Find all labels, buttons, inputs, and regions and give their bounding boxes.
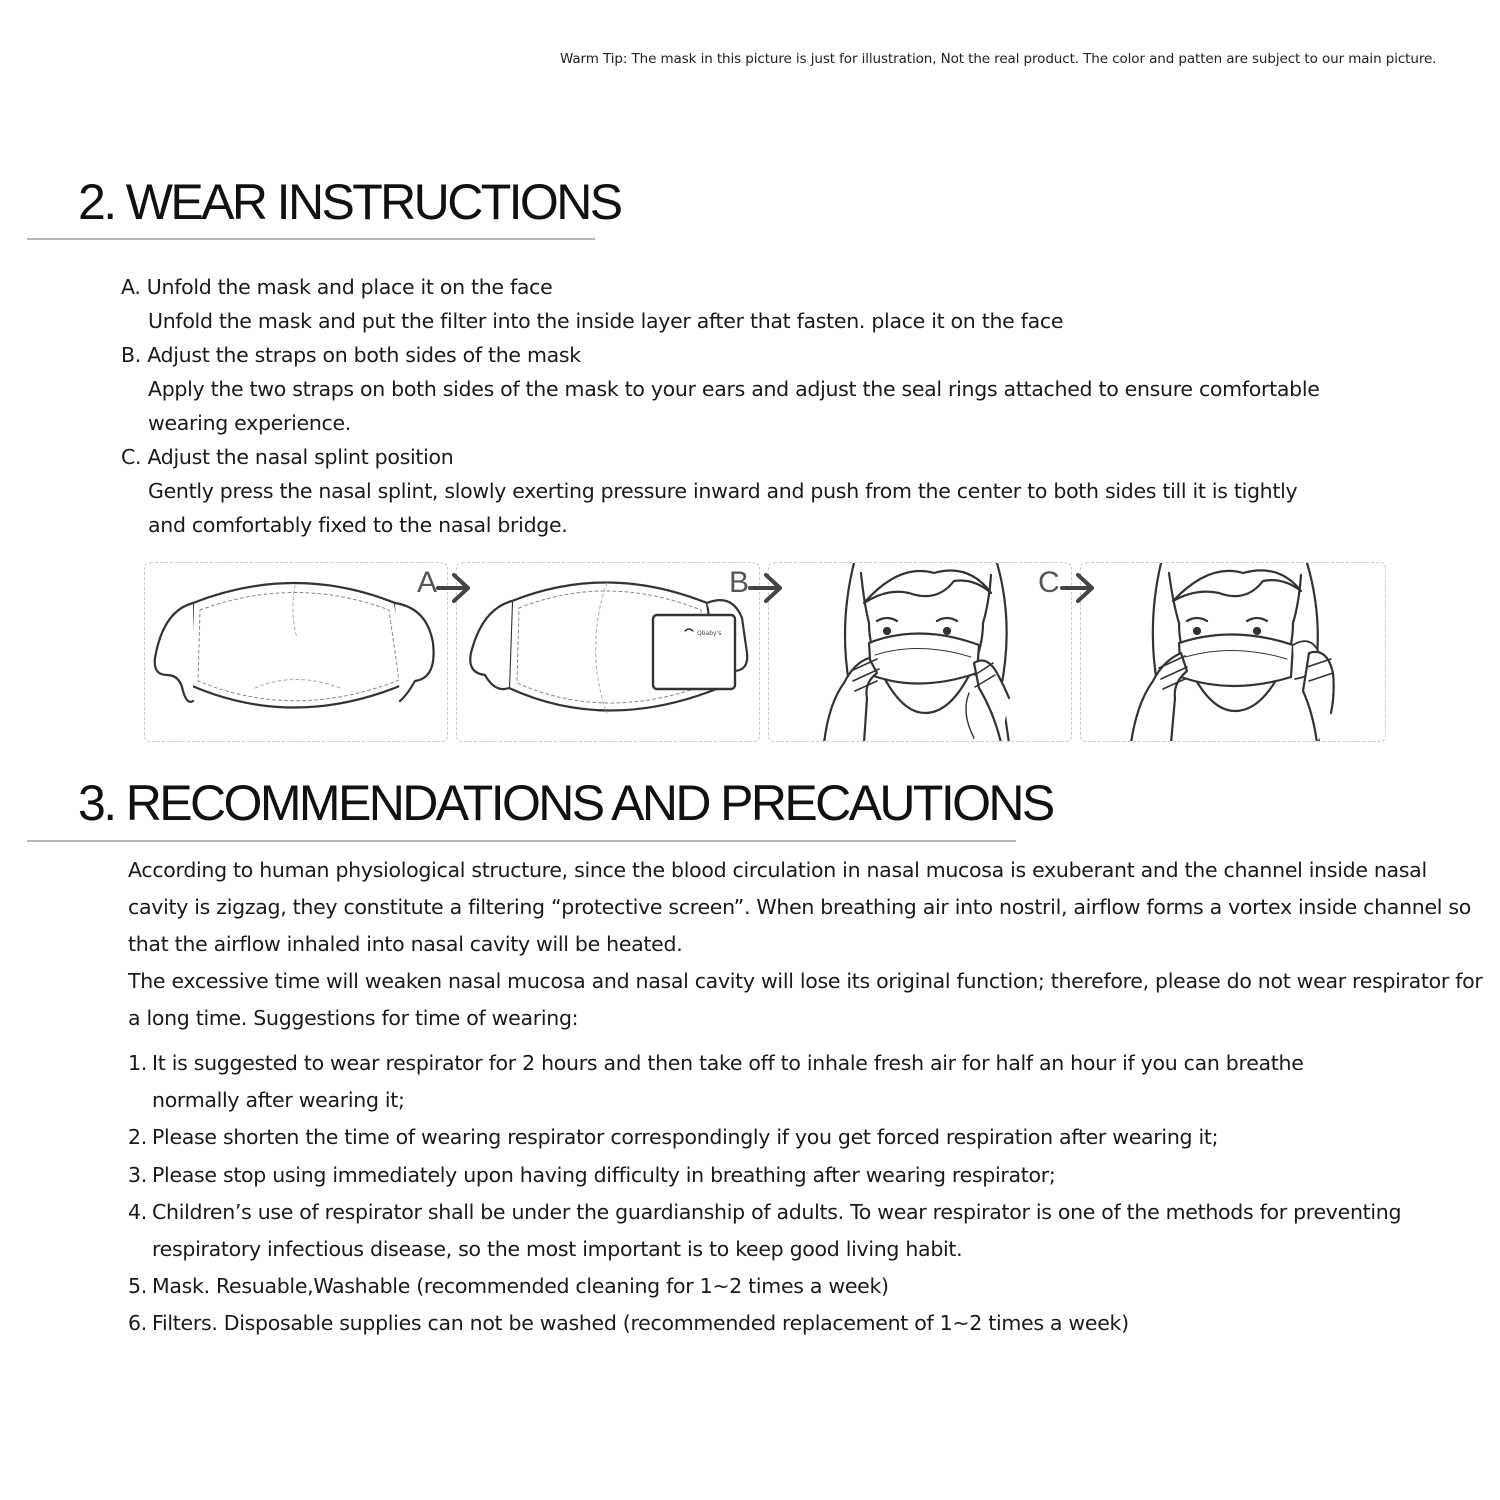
panel-place-on-face <box>768 562 1072 742</box>
panel-adjust-nasal-splint <box>1080 562 1386 742</box>
step-a-desc: Unfold the mask and put the filter into the inside layer after that fasten. place it on the face <box>148 309 1064 333</box>
list-item-number: 1. <box>128 1051 147 1075</box>
figure-label-a: A <box>417 566 438 599</box>
intro-paragraph-1: According to human physiological structure, since the blood circulation in nasal mucosa is exuberant and the channel inside nasal cavity is zigzag, they constitute a filtering “protective screen”. When breathing air into nostril, airflow forms a vortex inside channel so that the airflow inhaled into nasal cavity will be heated. <box>128 858 1472 956</box>
wear-instructions-rule <box>27 238 595 240</box>
unfolded-mask-illustration <box>145 563 447 741</box>
panel-mask-with-filter <box>456 562 760 742</box>
adjust-nasal-splint-illustration <box>1081 563 1385 741</box>
step-b-title: B. Adjust the straps on both sides of the mask <box>121 343 581 367</box>
warm-tip: Warm Tip: The mask in this picture is just for illustration, Not the real product. The color and patten are subject to our main picture. <box>560 51 1437 67</box>
wearing-suggestions-list <box>128 1045 1401 1343</box>
list-item <box>128 1194 1401 1268</box>
list-item-text: Children’s use of respirator shall be under the guardianship of adults. To wear respirator is one of the methods for preventing respiratory infectious disease, so the most important is to keep good living habit. <box>152 1199 1402 1262</box>
list-item-number: 2. <box>128 1125 147 1150</box>
place-on-face-illustration <box>769 563 1071 741</box>
step-a-title: A. Unfold the mask and place it on the face <box>121 275 553 299</box>
step-c-title: C. Adjust the nasal splint position <box>121 445 454 469</box>
list-item <box>128 1305 1401 1342</box>
list-item-number: 4. <box>128 1199 147 1224</box>
step-c-desc-line2: and comfortably fixed to the nasal bridge. <box>148 513 568 537</box>
step-c-desc-line1: Gently press the nasal splint, slowly exerting pressure inward and push from the center to both sides till it is tightly <box>148 479 1298 503</box>
list-item-number: 3. <box>128 1162 147 1187</box>
arrow-right-icon <box>1060 572 1096 604</box>
list-item-number: 5. <box>128 1274 147 1299</box>
list-item-text: Please stop using immediately upon having difficulty in breathing after wearing respirator; <box>152 1162 1056 1187</box>
list-item <box>128 1119 1401 1156</box>
list-item-number: 6. <box>128 1311 147 1336</box>
list-item <box>128 1268 1401 1305</box>
list-item-text: Mask. Resuable,Washable (recommended cleaning for 1~2 times a week) <box>152 1274 889 1299</box>
recommendations-intro <box>128 852 1488 1037</box>
wear-steps <box>121 270 1320 542</box>
arrow-right-icon <box>748 572 784 604</box>
wear-instructions-heading: 2. WEAR INSTRUCTIONS <box>78 174 621 230</box>
list-item-text: It is suggested to wear respirator for 2 hours and then take off to inhale fresh air for half an hour if you can breathe normally after wearing it; <box>152 1051 1304 1113</box>
figure-label-c: C <box>1038 566 1060 599</box>
figure-label-b: B <box>729 566 750 599</box>
list-item-text: Filters. Disposable supplies can not be washed (recommended replacement of 1~2 times a week) <box>152 1311 1129 1336</box>
filter-logo-text: Qbaby's <box>697 630 722 637</box>
list-item <box>128 1045 1401 1119</box>
recommendations-rule <box>27 840 1016 842</box>
arrow-right-icon <box>436 572 472 604</box>
list-item-text: Please shorten the time of wearing respirator correspondingly if you get forced respiration after wearing it; <box>152 1125 1219 1150</box>
mask-with-filter-illustration <box>457 563 759 741</box>
step-b-desc-line2: wearing experience. <box>148 411 352 435</box>
list-item <box>128 1157 1401 1194</box>
recommendations-heading: 3. RECOMMENDATIONS AND PRECAUTIONS <box>78 775 1053 831</box>
panel-unfolded-mask <box>144 562 448 742</box>
step-b-desc-line1: Apply the two straps on both sides of the mask to your ears and adjust the seal rings attached to ensure comfortable <box>148 377 1320 401</box>
intro-paragraph-2: The excessive time will weaken nasal mucosa and nasal cavity will lose its original function; therefore, please do not wear respirator for a long time. Suggestions for time of wearing: <box>128 969 1483 1030</box>
